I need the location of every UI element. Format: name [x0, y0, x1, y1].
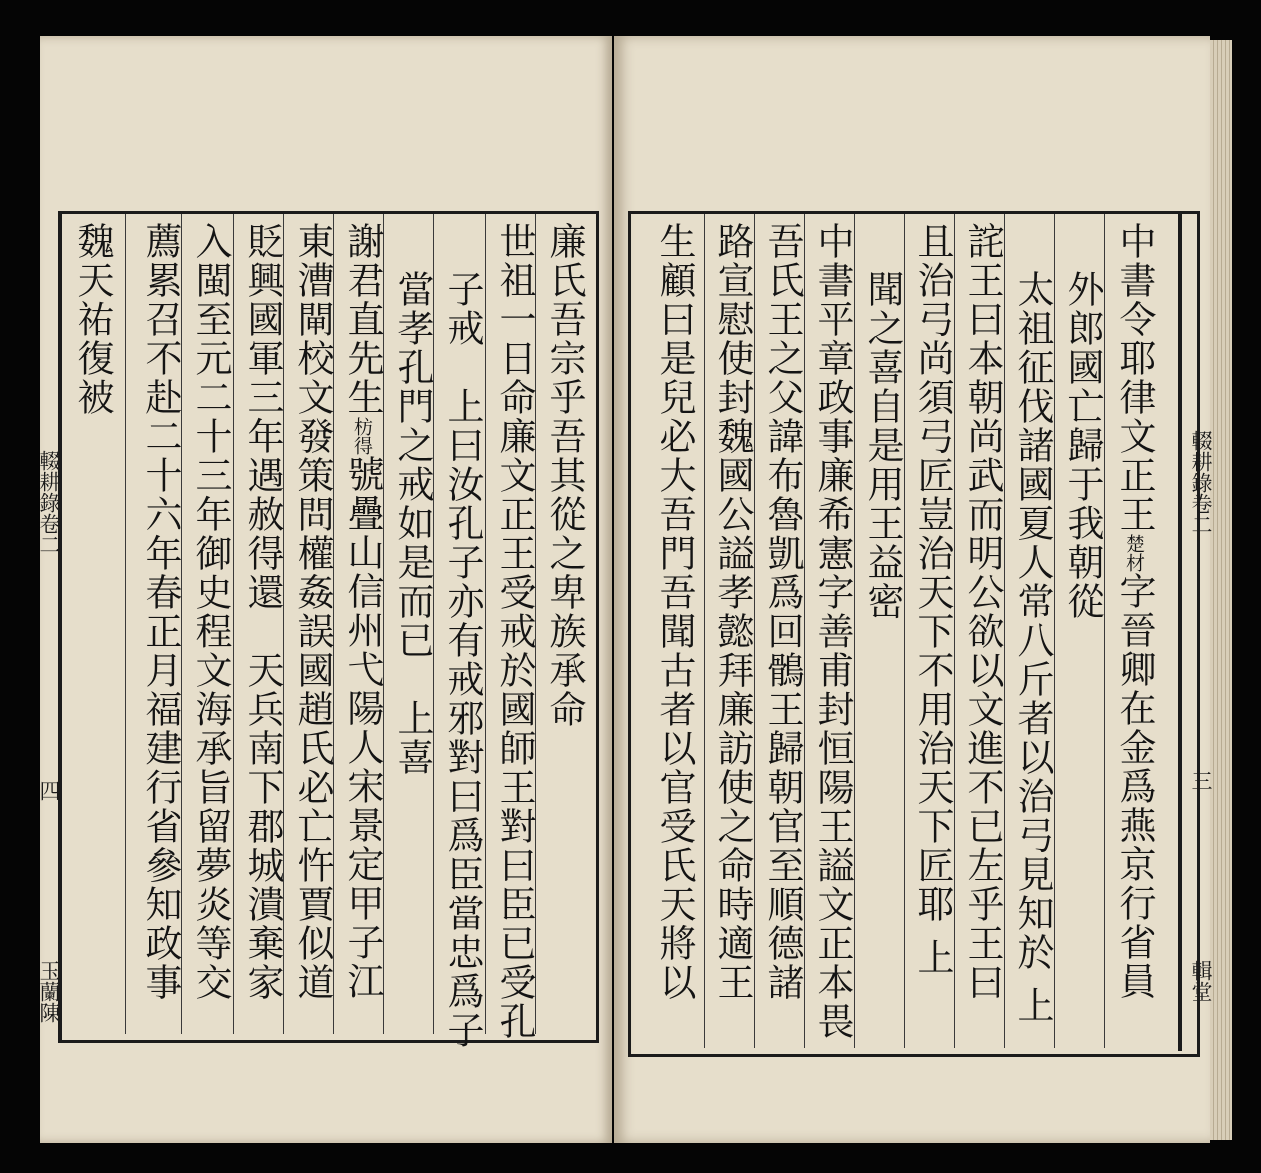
right-col-1-note: 楚材 [1123, 534, 1145, 572]
left-col-8: 入閩至元二十三年御史程文海承旨留夢炎等交 [189, 222, 232, 1002]
right-col-10: 生顧曰是兒必大吾門吾聞古者以官受氏天將以 [653, 222, 696, 1002]
right-col-1: 中書令耶律文正王楚材字晉卿在金爲燕京行省員 [1113, 222, 1156, 1001]
left-col-3: 子戒 上曰汝孔子亦有戒邪對曰爲臣當忠爲子 [441, 270, 484, 1050]
left-col-5: 謝君直先生枋得號疊山信州弋陽人宋景定甲子江 [341, 222, 384, 1001]
right-col-9: 路宣慰使封魏國公謚孝懿拜廉訪使之命時適王 [711, 222, 754, 1002]
left-col-9: 薦累召不赴二十六年春正月福建行省參知政事 [139, 222, 182, 1002]
left-gutter-title: 輟耕錄卷二 [37, 450, 61, 555]
right-col-3: 太祖征伐諸國夏人常八斤者以治弓見知於 上 [1011, 270, 1054, 1025]
right-gutter-tail: 輯堂 [1189, 960, 1213, 1002]
left-col-6: 東漕閘校文發策問權姦誤國趙氏必亡忤賈似道 [291, 222, 334, 1002]
left-gutter-tail: 玉蘭陳 [37, 960, 61, 1023]
left-col-5-note: 枋得 [351, 417, 373, 455]
right-gutter-title: 輟耕錄卷二 [1189, 430, 1213, 535]
right-col-2: 外郎國亡歸于我朝從 [1061, 270, 1104, 621]
left-col-2: 世祖一日命廉文正王受戒於國師王對曰臣已受孔 [493, 222, 536, 1041]
left-col-1: 廉氏吾宗乎吾其從之卑族承命 [543, 222, 586, 729]
right-col-5: 且治弓尚須弓匠豈治天下不用治天下匠耶 上 [911, 222, 954, 977]
right-col-4: 詫王曰本朝尚武而明公欲以文進不已左乎王曰 [961, 222, 1004, 1002]
left-col-7: 貶興國軍三年遇赦得還 天兵南下郡城潰棄家 [241, 222, 284, 1002]
left-gutter-page: 四 [37, 780, 61, 801]
right-col-8: 吾氏王之父諱布魯凱爲回鶻王歸朝官至順德諸 [761, 222, 804, 1002]
column-rule [704, 214, 705, 1048]
right-margin-rule [1178, 211, 1182, 1051]
right-gutter-page: 三 [1189, 770, 1213, 791]
left-margin-rule [58, 211, 62, 1043]
right-col-7: 中書平章政事廉希憲字善甫封恒陽王謚文正本畏 [811, 222, 854, 1041]
right-col-6: 聞之喜自是用王益密 [861, 270, 904, 621]
left-col-10: 魏天祐復被 [71, 222, 114, 417]
left-col-4: 當孝孔門之戒如是而已 上喜 [391, 270, 434, 777]
column-rule [125, 214, 126, 1034]
